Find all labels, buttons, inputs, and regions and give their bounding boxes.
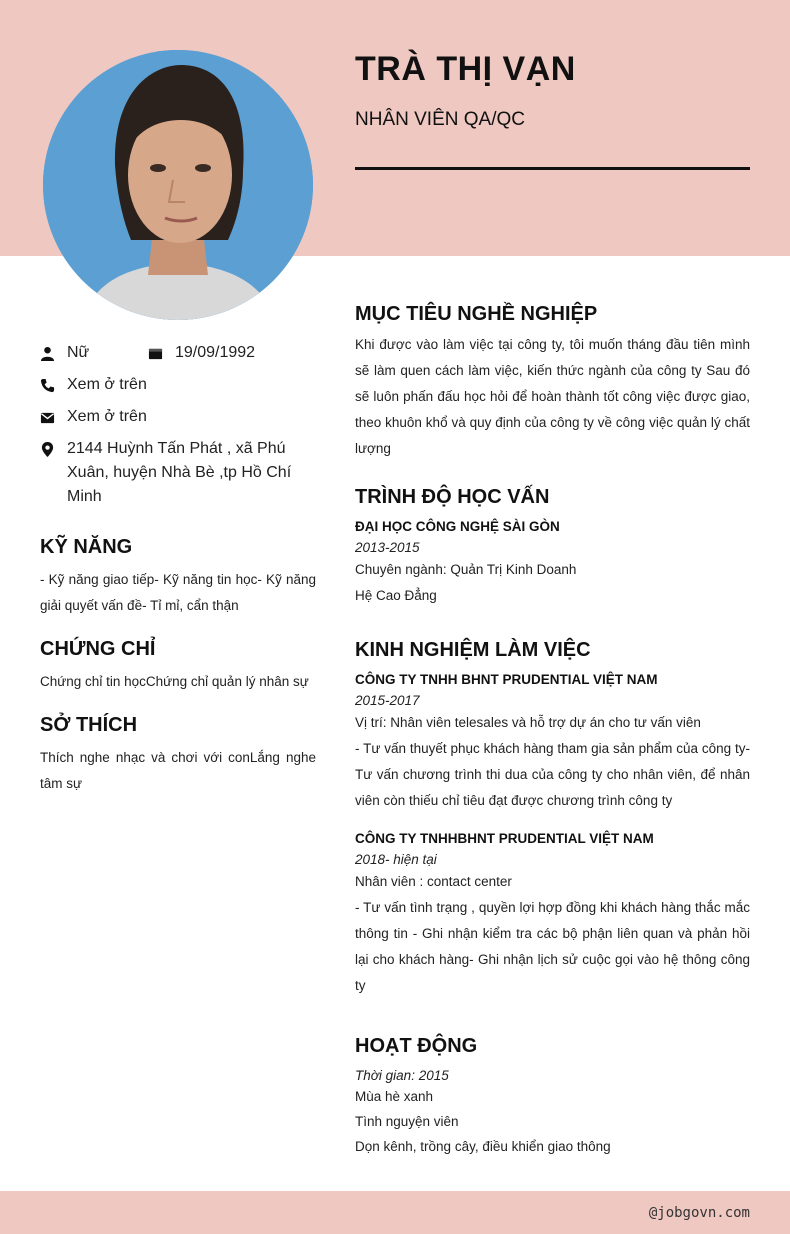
objective-text: Khi được vào làm việc tại công ty, tôi muốn tháng đầu tiên mình sẽ làm quen cách làm việc, kiến thức ngành của công ty Sau đó sẽ luôn phấn đấu học hỏi để hoàn thành tốt công việc được giao, theo khuôn khổ và quy định của công ty về công việc quản lý chất lượng [355,337,750,456]
phone-icon [40,373,67,397]
email-value: Xem ở trên [67,408,147,425]
email-row [40,405,147,429]
experience-section [355,639,750,999]
job-title: NHÂN VIÊN QA/QC [355,109,525,130]
address-row [40,437,317,509]
objective-section [355,303,750,462]
objective-heading: MỤC TIÊU NGHỀ NGHIỆP [355,303,598,325]
job-period: 2015-2017 [355,693,420,708]
title-divider [355,167,750,170]
hobbies-heading: SỞ THÍCH [40,714,138,736]
job-period: 2018- hiện tại [355,852,437,867]
hobbies-text: Thích nghe nhạc và chơi với conLắng nghe tâm sự [40,750,316,791]
skills-heading: KỸ NĂNG [40,536,133,558]
footer-watermark: @jobgovn.com [648,1205,750,1221]
education-major: Chuyên ngành: Quản Trị Kinh Doanh [355,562,577,577]
education-level: Hệ Cao Đẳng [355,588,437,603]
certificates-text: Chứng chỉ tin họcChứng chỉ quản lý nhân sự [40,674,309,689]
avatar [43,50,313,320]
activity-period: Thời gian: 2015 [355,1068,449,1083]
job-company: CÔNG TY TNHHBHNT PRUDENTIAL VIỆT NAM [355,831,654,846]
activities-heading: HOẠT ĐỘNG [355,1035,478,1057]
address-value: 2144 Huỳnh Tấn Phát , xã Phú Xuân, huyện Nhà Bè ,tp Hồ Chí Minh [67,440,292,505]
gender-row [40,341,89,365]
education-period: 2013-2015 [355,540,420,555]
birthdate-row [148,341,255,365]
mail-icon [40,405,67,429]
job-position: Nhân viên : contact center [355,874,512,889]
activity-description: Dọn kênh, trồng cây, điều khiển giao thông [355,1139,611,1154]
activities-section [355,1035,750,1160]
location-icon [40,437,67,461]
profile-photo [43,50,313,320]
education-heading: TRÌNH ĐỘ HỌC VẤN [355,486,550,508]
certificates-section [40,638,316,695]
activity-org: Mùa hè xanh [355,1089,434,1104]
certificates-heading: CHỨNG CHỈ [40,638,156,660]
job-description: - Tư vấn tình trạng , quyền lợi hợp đồng khi khách hàng thắc mắc thông tin - Ghi nhận kiểm tra các bộ phận liên quan và phản hồi lại cho khách hàng- Ghi nhận lịch sử cuộc gọi vào hệ thông công ty [355,900,750,993]
candidate-name: TRÀ THỊ VẠN [355,50,576,88]
activity-role: Tình nguyện viên [355,1114,459,1129]
birthdate-value: 19/09/1992 [175,344,256,361]
phone-row [40,373,147,397]
phone-value: Xem ở trên [67,376,147,393]
job-description: - Tư vấn thuyết phục khách hàng tham gia sản phẩm của công ty- Tư vấn chương trình thi dua của công ty cho nhân viên, để nhân viên còn thiếu chỉ tiêu đạt được chương trình công ty [355,741,750,808]
skills-section [40,536,316,619]
job-company: CÔNG TY TNHH BHNT PRUDENTIAL VIỆT NAM [355,672,658,687]
education-section [355,486,750,609]
hobbies-section [40,714,316,797]
gender-value: Nữ [67,344,90,361]
skills-text: - Kỹ năng giao tiếp- Kỹ năng tin học- Kỹ năng giải quyết vấn đề- Tỉ mỉ, cẩn thận [40,572,316,613]
school-name: ĐẠI HỌC CÔNG NGHỆ SÀI GÒN [355,519,560,534]
job-position: Vị trí: Nhân viên telesales và hỗ trợ dự án cho tư vấn viên [355,715,701,730]
experience-heading: KINH NGHIỆM LÀM VIỆC [355,639,591,661]
calendar-icon [148,341,175,365]
person-icon [40,341,67,365]
